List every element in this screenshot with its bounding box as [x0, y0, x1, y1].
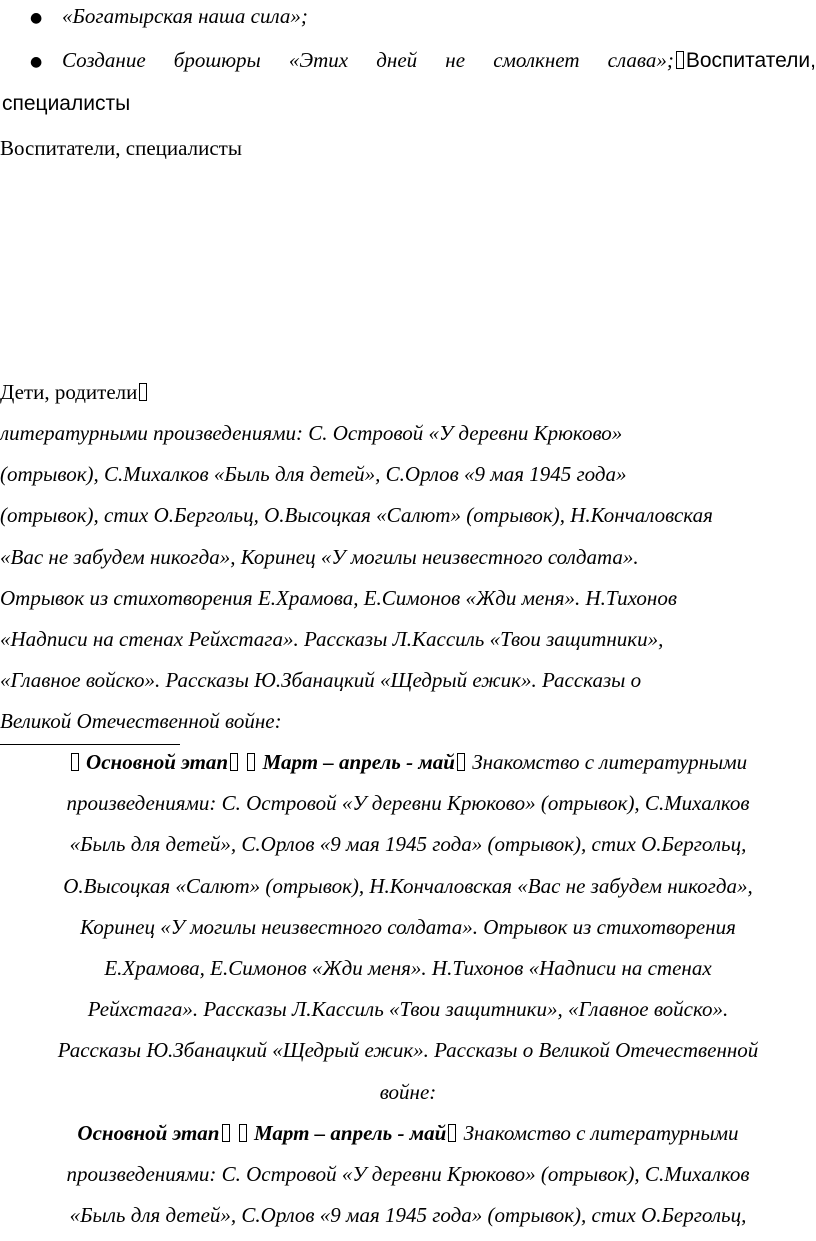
missing-glyph-box [457, 753, 465, 771]
stage-1-line: Рейхстага». Рассказы Л.Кассиль «Твои защитники», «Главное войско». [87, 997, 729, 1022]
item2-word: дней [376, 48, 418, 72]
stage-1-line: войне: [379, 1079, 437, 1104]
responsible-line: Воспитатели, специалисты [0, 136, 242, 160]
missing-glyph-box [676, 51, 684, 69]
literature-line: (отрывок), С.Михалков «Быль для детей», С.Орлов «9 мая 1945 года» [0, 462, 627, 487]
missing-glyph-box [71, 753, 79, 771]
literature-line: «Главное войско». Рассказы Ю.Збанацкий «Щедрый ежик». Рассказы о [0, 668, 642, 693]
stage-1-heading-line [0, 742, 816, 783]
item2-word: брошюры [173, 48, 261, 72]
missing-glyph-box [247, 753, 255, 771]
item2-word: смолкнет [493, 48, 580, 72]
literature-line: (отрывок), стих О.Бергольц, О.Высоцкая «Салют» (отрывок), Н.Кончаловская [0, 503, 713, 528]
missing-glyph-box [230, 753, 238, 771]
stage-1-line: О.Высоцкая «Салют» (отрывок), Н.Кончаловская «Вас не забудем никогда», [63, 873, 753, 898]
bullet-item-1: «Богатырская наша сила»; [62, 4, 308, 28]
bullet-item-2-cont: специалисты [2, 92, 131, 115]
literature-line: Отрывок из стихотворения Е.Храмова, Е.Симонов «Жди меня». Н.Тихонов [0, 585, 677, 610]
participants-line: Дети, родители [0, 380, 816, 405]
stage-1-line: Рассказы Ю.Збанацкий «Щедрый ежик». Рассказы о Великой Отечественной [57, 1038, 759, 1063]
stage-2-paragraph [0, 1113, 816, 1237]
stage-2-title: Основной этап [77, 1121, 220, 1145]
item2-word: «Этих [288, 48, 349, 72]
stage-2-first-text: Знакомство с литературными [463, 1121, 739, 1145]
stage-1-title: Основной этап [86, 750, 229, 774]
stage-1-period: Март – апрель - май [262, 750, 455, 774]
missing-glyph-box [222, 1124, 230, 1142]
stage-2-line: произведениями: С. Островой «У деревни Крюково» (отрывок), С.Михалков [66, 1162, 750, 1187]
item2-word: Создание [62, 48, 146, 72]
stage-1-paragraph [0, 742, 816, 1113]
literature-paragraph [0, 413, 816, 743]
literature-line: Великой Отечественной войне: [0, 709, 282, 734]
stage-2-period: Март – апрель - май [254, 1121, 447, 1145]
stage-1-line: Коринец «У могилы неизвестного солдата». Отрывок из стихотворения [80, 914, 736, 939]
bullet-dot-2: ● [30, 54, 43, 70]
item2-last: слава»; Воспитатели, [607, 48, 816, 72]
literature-line: литературными произведениями: С. Островой «У деревни Крюково» [0, 421, 623, 445]
stage-2-line: «Быль для детей», С.Орлов «9 мая 1945 года» (отрывок), стих О.Бергольц, [69, 1203, 747, 1228]
missing-glyph-box [239, 1124, 247, 1142]
stage-1-first-text: Знакомство с литературными [472, 750, 748, 774]
item2-word: не [445, 48, 466, 72]
missing-glyph-box [139, 383, 147, 401]
bullet-dot-1: ● [30, 10, 43, 26]
bullet-item-2 [62, 48, 816, 73]
stage-2-heading-line [0, 1113, 816, 1154]
stage-1-line: «Быль для детей», С.Орлов «9 мая 1945 года» (отрывок), стих О.Бергольц, [69, 832, 747, 857]
stage-1-line: Е.Храмова, Е.Симонов «Жди меня». Н.Тихонов «Надписи на стенах [104, 956, 712, 981]
stage-1-line: произведениями: С. Островой «У деревни Крюково» (отрывок), С.Михалков [66, 791, 750, 816]
missing-glyph-box [448, 1124, 456, 1142]
literature-line: «Вас не забудем никогда», Коринец «У могилы неизвестного солдата». [0, 544, 639, 569]
literature-line: «Надписи на стенах Рейхстага». Рассказы Л.Кассиль «Твои защитники», [0, 627, 664, 652]
